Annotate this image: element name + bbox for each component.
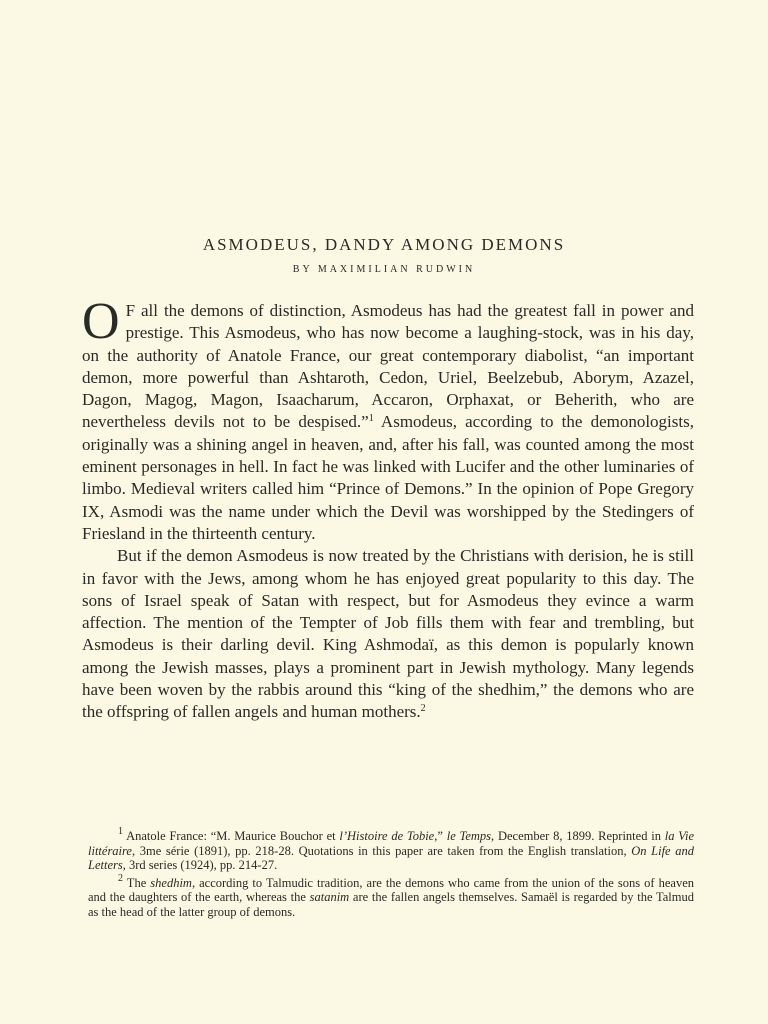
article-title: ASMODEUS, DANDY AMONG DEMONS (202, 235, 566, 254)
footnote-1-text: Anatole France: “M. Maurice Bouchor et (123, 829, 340, 843)
footnote-2 (88, 872, 694, 920)
footnote-1-text: , December 8, 1899. Reprinted in (491, 829, 665, 843)
paragraph-1-text: F all the demons of distinction, Asmodeus has had the greatest fall in power and prestige. This Asmodeus, who has now become a laughing-stock, was in his day, on the authority of Anatole France, our great contemporary diabolist, “an important demon, more powerful than Ashtaroth, Cedon, Uriel, Beelzebub, Aborym, Azazel, Dagon, Magog, Magon, Isaacharum, Accaron, Orphaxat, or Beherith, who are nevertheless devils not to be despised.” (82, 301, 694, 432)
footnote-2-text: The (123, 875, 151, 890)
footnote-2-mark: 2 (118, 872, 123, 884)
footnote-2-italic: shedhim (150, 875, 192, 890)
paragraph-1-text-cont: Asmodeus, according to the demonologists, originally was a shining angel in heaven, and, after his fall, was counted among the most eminent personages in hell. In fact he was linked with Lucifer and the other luminaries of limbo. Medieval writers called him “Prince of Demons.” In the opinion of Pope Gregory IX, Asmodi was the name under which the Devil was worshipped by the Stedingers of Friesland in the thirteenth century. (82, 412, 694, 543)
paragraph-2-text: But if the demon Asmodeus is now treated by the Christians with derision, he is still in favor with the Jews, among whom he has enjoyed great popularity to this day. The sons of Israel speak of Satan with respect, but for Asmodeus they evince a warm affection. The mention of the Tempter of Job fills them with fear and trembling, but Asmodeus is their darling devil. King Ashmodaï, as this demon is popularly known among the Jewish masses, plays a prominent part in Jewish mythology. Many legends have been woven by the rabbis around this “king of the shedhim,” the demons who are the offspring of fallen angels and human mothers. (82, 546, 694, 722)
footnote-1-italic: On Life and Letters (88, 843, 694, 873)
footnote-ref-1: 1 (368, 413, 374, 425)
paragraph-2 (82, 545, 694, 723)
footnote-ref-2: 2 (420, 703, 426, 715)
footnote-1-text: ,” (434, 829, 447, 843)
drop-cap: O (82, 293, 120, 350)
footnote-2-italic: satanim (309, 890, 350, 905)
article-byline: BY MAXIMILIAN RUDWIN (292, 264, 476, 275)
footnote-1-text: , 3rd series (1924), pp. 214-27. (122, 858, 278, 873)
footnote-2-text: , according to Talmudic tradition, are the demons who came from the union of the sons of heaven and the daughters of the earth, whereas the (88, 875, 694, 905)
footnote-1-text: , 3me série (1891), pp. 218-28. Quotations in this paper are taken from the English translation, (131, 843, 632, 858)
footnotes (88, 826, 695, 923)
footnote-1-italic: l’Histoire de Tobie (339, 829, 435, 843)
paragraph-1 (82, 293, 694, 545)
footnote-1 (88, 826, 695, 873)
footnote-1-mark: 1 (118, 826, 123, 837)
footnote-2-text: are the fallen angels themselves. Samaël is regarded by the Talmud as the head of the latter group of demons. (88, 890, 694, 919)
article-body (82, 293, 694, 724)
footnote-1-italic: le Temps (446, 829, 492, 843)
footnote-1-italic: la Vie littéraire (88, 829, 695, 858)
